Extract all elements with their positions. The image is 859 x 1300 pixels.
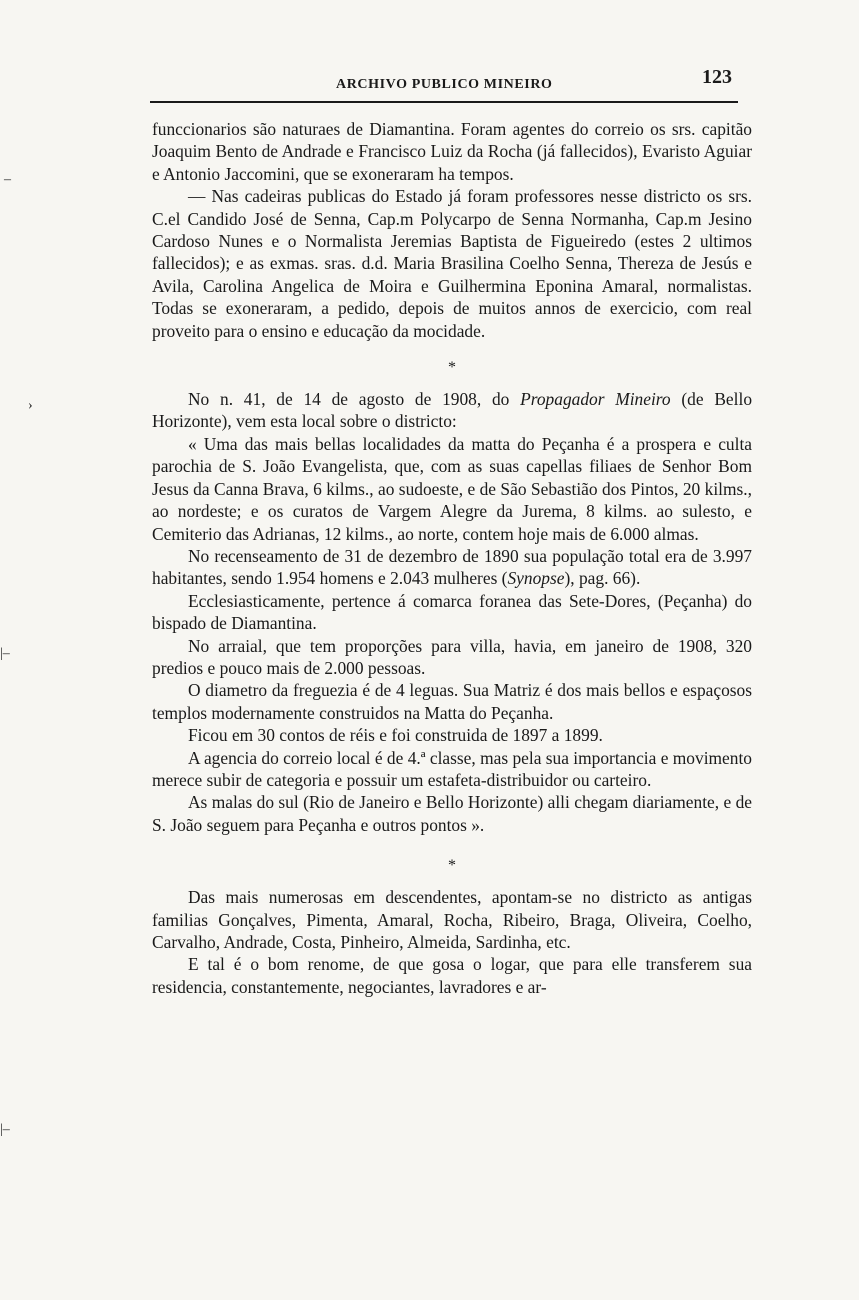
citation-text-after: (de Bello Horizonte), vem esta local sobre o districto:	[152, 389, 753, 432]
census-text-after: ), pag. 66).	[564, 568, 641, 589]
section-separator: *	[448, 857, 456, 875]
paragraph-ecclesiastical: Ecclesiasticamente, pertence á comarca foranea das Sete-Dores, (Peçanha) do bispado de Diamantina.	[152, 590, 752, 634]
paragraph-families: Das mais numerosas em descendentes, apontam-se no districto as antigas familias Gonçalves, Pimenta, Amaral, Rocha, Ribeiro, Braga, Oliveira, Coelho, Carvalho, Andrade, Costa, Pinheiro, Almeida, Sardinha, etc.	[152, 887, 752, 952]
citation-text-before: No n. 41, de 14 de agosto de 1908, do	[188, 389, 521, 410]
paragraph-post-agency: A agencia do correio local é de 4.ª classe, mas pela sua importancia e movimento merece subir de categoria e possuir um estafeta-distribuidor ou carteiro.	[152, 747, 752, 790]
page-header	[150, 66, 738, 100]
paragraph-mail-routes: As malas do sul (Rio de Janeiro e Bello Horizonte) alli chegam diariamente, e de S. João seguem para Peçanha e outros pontos ».	[152, 792, 752, 835]
scan-margin-mark: |–	[0, 646, 10, 661]
paragraph-newspaper-citation	[152, 388, 752, 433]
header-rule	[150, 101, 738, 103]
paragraph-construction-cost: Ficou em 30 contos de réis e foi construida de 1897 a 1899.	[188, 725, 603, 746]
paragraph-post-office-agents: funccionarios são naturaes de Diamantina. Foram agentes do correio os srs. capitão Joaquim Bento de Andrade e Francisco Luiz da Rocha (já fallecidos), Evaristo Aguiar e Antonio Jaccomini, que se exoneraram ha tempos.	[152, 119, 752, 184]
running-head: ARCHIVO PUBLICO MINEIRO	[336, 77, 553, 92]
synopse-title: Synopse	[507, 568, 565, 589]
paragraph-quote-parish: « Uma das mais bellas localidades da matta do Peçanha é a prospera e culta parochia de S. João Evangelista, que, com as suas capellas filiaes de Senhor Bom Jesus da Canna Brava, 6 kilms., ao sudoeste, e de São Sebastião dos Pintos, 20 kilms., ao nordeste; e os curatos de Vargem Alegre da Jurema, 8 kilms. ao sulesto, e Cemiterio das Adrianas, 12 kilms., ao norte, contem hoje mais de 6.000 almas.	[152, 433, 752, 544]
paragraph-diameter-matriz: O diametro da freguezia é de 4 leguas. Sua Matriz é dos mais bellos e espaçosos templos modernamente construidos na Matta do Peçanha.	[152, 680, 752, 723]
scan-margin-mark: –	[4, 172, 11, 187]
body-text	[152, 118, 752, 998]
paragraph-census	[152, 545, 752, 590]
census-text-before: No recenseamento de 31 de dezembro de 1890 sua população total era de 3.997 habitantes, sendo 1.954 homens e 2.043 mulheres (	[152, 545, 752, 589]
scan-margin-mark: ›	[28, 398, 33, 413]
newspaper-title: Propagador Mineiro	[520, 389, 671, 410]
section-separator: *	[448, 359, 456, 377]
page-number: 123	[702, 66, 732, 88]
paragraph-teachers: — Nas cadeiras publicas do Estado já foram professores nesse districto os srs. C.el Candido José de Senna, Cap.m Polycarpo de Senna Normanha, Cap.m Jesino Cardoso Nunes e o Normalista Jeremias Baptista de Figueiredo (estes 2 ultimos fallecidos); e as exmas. sras. d.d. Maria Brasilina Coelho Senna, Thereza de Jesús e Avila, Carolina Angelica de Moira e Guilhermina Eponina Amaral, normalistas. Todas se exoneraram, a pedido, depois de muitos annos de exercicio, com real proveito para o ensino e educação da mocidade.	[152, 186, 752, 341]
paragraph-renown: E tal é o bom renome, de que gosa o logar, que para elle transferem sua residencia, constantemente, negociantes, lavradores e ar-	[152, 954, 752, 997]
paragraph-village: No arraial, que tem proporções para villa, havia, em janeiro de 1908, 320 predios e pouco mais de 2.000 pessoas.	[152, 635, 752, 678]
scan-margin-mark: |–	[0, 1122, 10, 1137]
